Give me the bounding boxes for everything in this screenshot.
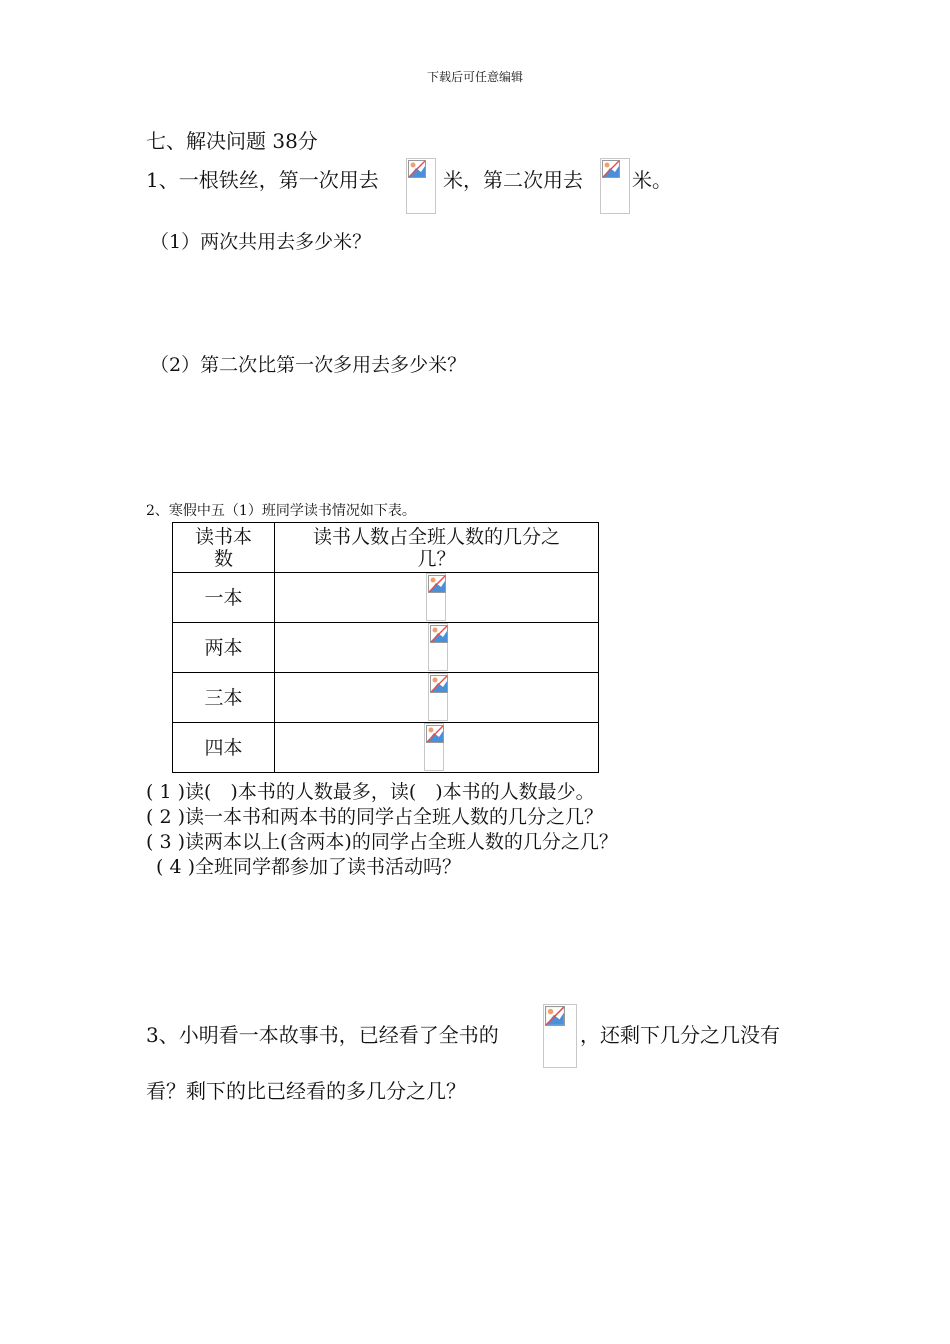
table-cell: 三本: [173, 673, 275, 723]
broken-image-icon: [426, 725, 444, 743]
fraction-image-placeholder: [424, 723, 444, 771]
broken-image-icon: [430, 625, 448, 643]
broken-image-icon: [408, 160, 426, 178]
fraction-image-placeholder: [426, 573, 446, 621]
q2-sub4: ( 4 )全班同学都参加了读书活动吗？: [156, 856, 461, 878]
fraction-image-placeholder: [428, 623, 448, 671]
table-row: [173, 723, 599, 773]
broken-image-icon: [602, 160, 620, 178]
broken-image-icon: [430, 675, 448, 693]
table-cell: 一本: [173, 573, 275, 623]
reading-table: [172, 522, 599, 773]
broken-image-icon: [428, 575, 446, 593]
table-row: [173, 673, 599, 723]
fraction-image-placeholder: [543, 1004, 577, 1068]
q2-sub1: ( 1 )读( )本书的人数最多，读( )本书的人数最少。: [146, 781, 595, 803]
section-title: 七、解决问题 38分: [146, 129, 318, 153]
q1-sub1: （1）两次共用去多少米？: [150, 231, 372, 253]
table-cell: [275, 673, 599, 723]
table-header-cell: 读书人数占全班人数的几分之 几？: [275, 523, 599, 573]
q1-text-b: 米，第二次用去: [443, 168, 583, 192]
fraction-image-placeholder: [428, 673, 448, 721]
q1-text-a: 1、一根铁丝，第一次用去: [146, 168, 379, 192]
table-cell: [275, 723, 599, 773]
q1-sub2: （2）第二次比第一次多用去多少米？: [150, 354, 467, 376]
fraction-image-placeholder: [406, 158, 436, 214]
table-cell: [275, 573, 599, 623]
table-header-row: [173, 523, 599, 573]
q3-text-b: ，还剩下几分之几没有: [580, 1023, 780, 1047]
q2-intro: 2、寒假中五（1）班同学读书情况如下表。: [146, 503, 416, 519]
fraction-image-placeholder: [600, 158, 630, 214]
table-row: [173, 623, 599, 673]
table-cell: 两本: [173, 623, 275, 673]
page-header: 下载后可任意编辑: [426, 70, 523, 84]
q3-line2: 看？剩下的比已经看的多几分之几？: [146, 1079, 466, 1103]
table-header-cell: 读书本 数: [173, 523, 275, 573]
q2-sub2: ( 2 )读一本书和两本书的同学占全班人数的几分之几？: [146, 806, 603, 828]
table-cell: 四本: [173, 723, 275, 773]
q2-sub3: ( 3 )读两本以上(含两本)的同学占全班人数的几分之几？: [146, 831, 618, 853]
broken-image-icon: [545, 1006, 565, 1026]
q3-text-a: 3、小明看一本故事书，已经看了全书的: [146, 1023, 499, 1047]
q1-text-c: 米。: [632, 168, 672, 192]
table-row: [173, 573, 599, 623]
table-cell: [275, 623, 599, 673]
